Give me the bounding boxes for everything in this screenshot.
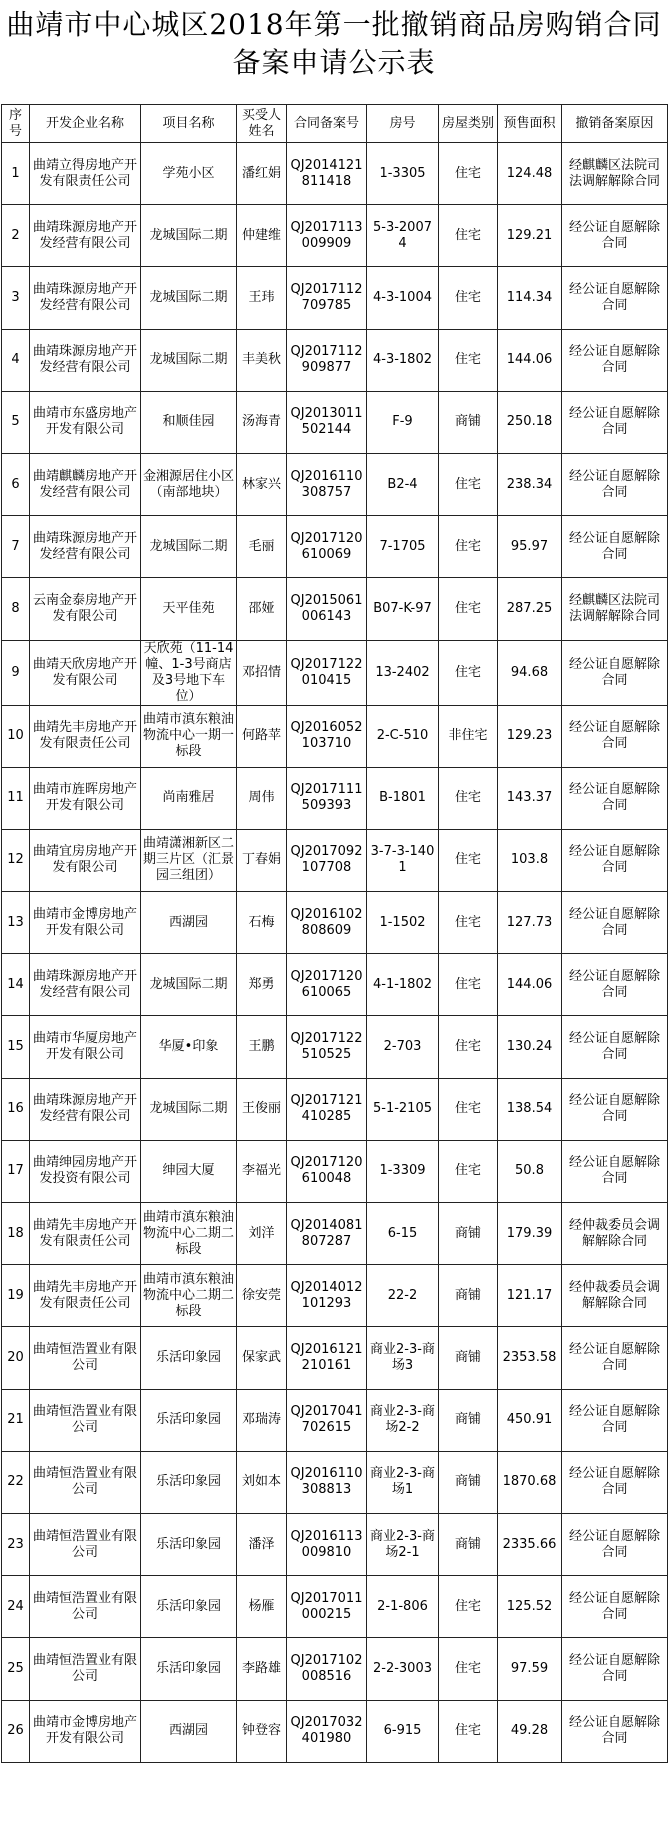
cell-reason: 经公证自愿解除合同 <box>562 1576 668 1638</box>
header-reason: 撤销备案原因 <box>562 105 668 143</box>
cell-buyer: 潘泽 <box>237 1513 287 1575</box>
cell-buyer: 李路雄 <box>237 1638 287 1700</box>
cell-area: 450.91 <box>498 1389 562 1451</box>
cell-no: 1 <box>2 143 30 205</box>
cell-room: 13-2402 <box>367 640 439 705</box>
cell-developer: 曲靖市金博房地产开发有限公司 <box>30 892 141 954</box>
header-project: 项目名称 <box>141 105 237 143</box>
cell-developer: 曲靖珠源房地产开发经营有限公司 <box>30 205 141 267</box>
cell-area: 114.34 <box>498 267 562 329</box>
cell-no: 5 <box>2 391 30 453</box>
cell-developer: 曲靖恒浩置业有限公司 <box>30 1576 141 1638</box>
cell-area: 50.8 <box>498 1140 562 1202</box>
cell-buyer: 丁春娟 <box>237 829 287 891</box>
cell-room: 2-2-3003 <box>367 1638 439 1700</box>
cell-project: 华厦•印象 <box>141 1016 237 1078</box>
cell-area: 127.73 <box>498 892 562 954</box>
cell-area: 95.97 <box>498 516 562 578</box>
cell-type: 商铺 <box>439 1265 498 1327</box>
cell-no: 4 <box>2 329 30 391</box>
cell-buyer: 丰美秋 <box>237 329 287 391</box>
cell-reason: 经公证自愿解除合同 <box>562 453 668 515</box>
cell-room: 1-1502 <box>367 892 439 954</box>
cell-room: B07-K-97 <box>367 578 439 640</box>
cell-area: 144.06 <box>498 954 562 1016</box>
cell-developer: 曲靖先丰房地产开发有限责任公司 <box>30 705 141 767</box>
cell-area: 124.48 <box>498 143 562 205</box>
cell-reason: 经仲裁委员会调解解除合同 <box>562 1203 668 1265</box>
cell-developer: 曲靖珠源房地产开发经营有限公司 <box>30 954 141 1016</box>
cell-contract: QJ2014121811418 <box>287 143 367 205</box>
cell-buyer: 保家武 <box>237 1327 287 1389</box>
cell-room: B-1801 <box>367 767 439 829</box>
cell-project: 龙城国际二期 <box>141 516 237 578</box>
cell-area: 2353.58 <box>498 1327 562 1389</box>
header-area: 预售面积 <box>498 105 562 143</box>
cell-room: 1-3309 <box>367 1140 439 1202</box>
cell-type: 商铺 <box>439 1389 498 1451</box>
cell-developer: 曲靖市金博房地产开发有限公司 <box>30 1700 141 1762</box>
cell-developer: 曲靖恒浩置业有限公司 <box>30 1389 141 1451</box>
cell-contract: QJ2016102808609 <box>287 892 367 954</box>
table-row <box>2 1140 668 1202</box>
cell-area: 94.68 <box>498 640 562 705</box>
table-row <box>2 267 668 329</box>
cell-no: 18 <box>2 1203 30 1265</box>
table-row <box>2 1389 668 1451</box>
cell-project: 学苑小区 <box>141 143 237 205</box>
cell-area: 238.34 <box>498 453 562 515</box>
title-line-2: 备案申请公示表 <box>232 46 436 79</box>
cell-room: 2-C-510 <box>367 705 439 767</box>
cell-type: 住宅 <box>439 1016 498 1078</box>
cell-room: 3-7-3-1401 <box>367 829 439 891</box>
title-line-1: 曲靖市中心城区2018年第一批撤销商品房购销合同 <box>6 8 662 41</box>
cell-no: 23 <box>2 1513 30 1575</box>
cell-no: 12 <box>2 829 30 891</box>
cell-project: 曲靖潇湘新区二期三片区（汇景园三组团） <box>141 829 237 891</box>
cell-contract: QJ2017111509393 <box>287 767 367 829</box>
cell-type: 住宅 <box>439 267 498 329</box>
cell-area: 179.39 <box>498 1203 562 1265</box>
cell-no: 16 <box>2 1078 30 1140</box>
table-row <box>2 1078 668 1140</box>
cell-reason: 经公证自愿解除合同 <box>562 516 668 578</box>
cell-reason: 经公证自愿解除合同 <box>562 1451 668 1513</box>
cell-room: B2-4 <box>367 453 439 515</box>
cell-developer: 曲靖珠源房地产开发经营有限公司 <box>30 1078 141 1140</box>
cell-project: 曲靖市滇东粮油物流中心二期二标段 <box>141 1203 237 1265</box>
cell-project: 乐活印象园 <box>141 1389 237 1451</box>
cell-project: 乐活印象园 <box>141 1327 237 1389</box>
cell-developer: 曲靖先丰房地产开发有限责任公司 <box>30 1265 141 1327</box>
cell-buyer: 郑勇 <box>237 954 287 1016</box>
cell-area: 97.59 <box>498 1638 562 1700</box>
cell-room: 4-3-1004 <box>367 267 439 329</box>
cell-developer: 曲靖市东盛房地产开发有限公司 <box>30 391 141 453</box>
cell-reason: 经公证自愿解除合同 <box>562 640 668 705</box>
cell-no: 14 <box>2 954 30 1016</box>
cell-reason: 经公证自愿解除合同 <box>562 1078 668 1140</box>
header-no: 序号 <box>2 105 30 143</box>
cell-buyer: 周伟 <box>237 767 287 829</box>
cell-type: 商铺 <box>439 1513 498 1575</box>
cell-room: 5-1-2105 <box>367 1078 439 1140</box>
cell-buyer: 杨雁 <box>237 1576 287 1638</box>
cell-reason: 经公证自愿解除合同 <box>562 1513 668 1575</box>
cell-reason: 经公证自愿解除合同 <box>562 1638 668 1700</box>
cell-contract: QJ2014081807287 <box>287 1203 367 1265</box>
cell-no: 25 <box>2 1638 30 1700</box>
table-row <box>2 1700 668 1762</box>
cell-type: 住宅 <box>439 578 498 640</box>
cell-buyer: 王玮 <box>237 267 287 329</box>
header-contract: 合同备案号 <box>287 105 367 143</box>
cell-developer: 曲靖市旌晖房地产开发有限公司 <box>30 767 141 829</box>
notice-table <box>1 104 668 1763</box>
cell-no: 6 <box>2 453 30 515</box>
cell-developer: 曲靖珠源房地产开发经营有限公司 <box>30 516 141 578</box>
table-row <box>2 1513 668 1575</box>
cell-room: 商业2-3-商场2-1 <box>367 1513 439 1575</box>
table-row <box>2 640 668 705</box>
cell-no: 3 <box>2 267 30 329</box>
cell-type: 商铺 <box>439 1203 498 1265</box>
cell-project: 龙城国际二期 <box>141 954 237 1016</box>
header-developer: 开发企业名称 <box>30 105 141 143</box>
cell-reason: 经公证自愿解除合同 <box>562 1327 668 1389</box>
cell-buyer: 毛丽 <box>237 516 287 578</box>
cell-no: 24 <box>2 1576 30 1638</box>
cell-room: 商业2-3-商场3 <box>367 1327 439 1389</box>
cell-project: 乐活印象园 <box>141 1451 237 1513</box>
cell-contract: QJ2017120610065 <box>287 954 367 1016</box>
cell-reason: 经公证自愿解除合同 <box>562 1389 668 1451</box>
cell-area: 129.23 <box>498 705 562 767</box>
cell-buyer: 石梅 <box>237 892 287 954</box>
cell-room: 7-1705 <box>367 516 439 578</box>
table-row <box>2 892 668 954</box>
cell-type: 住宅 <box>439 453 498 515</box>
cell-reason: 经公证自愿解除合同 <box>562 1700 668 1762</box>
cell-developer: 曲靖市华厦房地产开发有限公司 <box>30 1016 141 1078</box>
cell-reason: 经公证自愿解除合同 <box>562 1140 668 1202</box>
cell-reason: 经公证自愿解除合同 <box>562 267 668 329</box>
cell-no: 21 <box>2 1389 30 1451</box>
cell-contract: QJ2017041702615 <box>287 1389 367 1451</box>
cell-type: 住宅 <box>439 205 498 267</box>
cell-type: 住宅 <box>439 640 498 705</box>
cell-no: 2 <box>2 205 30 267</box>
cell-room: 2-703 <box>367 1016 439 1078</box>
cell-no: 17 <box>2 1140 30 1202</box>
cell-no: 10 <box>2 705 30 767</box>
table-row <box>2 143 668 205</box>
cell-developer: 曲靖恒浩置业有限公司 <box>30 1451 141 1513</box>
cell-area: 144.06 <box>498 329 562 391</box>
cell-contract: QJ2017112909877 <box>287 329 367 391</box>
cell-area: 2335.66 <box>498 1513 562 1575</box>
cell-reason: 经公证自愿解除合同 <box>562 391 668 453</box>
cell-reason: 经麒麟区法院司法调解解除合同 <box>562 578 668 640</box>
cell-reason: 经仲裁委员会调解解除合同 <box>562 1265 668 1327</box>
cell-project: 西湖园 <box>141 892 237 954</box>
table-row <box>2 516 668 578</box>
cell-no: 20 <box>2 1327 30 1389</box>
table-row <box>2 578 668 640</box>
cell-developer: 曲靖珠源房地产开发经营有限公司 <box>30 329 141 391</box>
document-title <box>0 0 668 92</box>
cell-developer: 曲靖先丰房地产开发有限责任公司 <box>30 1203 141 1265</box>
cell-project: 尚南雅居 <box>141 767 237 829</box>
cell-project: 曲靖市滇东粮油物流中心二期二标段 <box>141 1265 237 1327</box>
cell-reason: 经公证自愿解除合同 <box>562 767 668 829</box>
cell-buyer: 邵娅 <box>237 578 287 640</box>
cell-area: 121.17 <box>498 1265 562 1327</box>
cell-project: 龙城国际二期 <box>141 329 237 391</box>
cell-developer: 曲靖麒麟房地产开发经营有限公司 <box>30 453 141 515</box>
table-row <box>2 329 668 391</box>
cell-developer: 曲靖恒浩置业有限公司 <box>30 1327 141 1389</box>
header-type: 房屋类别 <box>439 105 498 143</box>
cell-reason: 经公证自愿解除合同 <box>562 954 668 1016</box>
cell-type: 住宅 <box>439 1140 498 1202</box>
cell-buyer: 邓瑞涛 <box>237 1389 287 1451</box>
cell-type: 住宅 <box>439 329 498 391</box>
table-row <box>2 829 668 891</box>
cell-room: F-9 <box>367 391 439 453</box>
cell-buyer: 汤海青 <box>237 391 287 453</box>
header-row <box>2 105 668 143</box>
cell-area: 287.25 <box>498 578 562 640</box>
cell-reason: 经麒麟区法院司法调解解除合同 <box>562 143 668 205</box>
cell-no: 11 <box>2 767 30 829</box>
cell-area: 125.52 <box>498 1576 562 1638</box>
cell-type: 商铺 <box>439 391 498 453</box>
cell-contract: QJ2017011000215 <box>287 1576 367 1638</box>
table-row <box>2 1451 668 1513</box>
table-row <box>2 1016 668 1078</box>
cell-room: 4-1-1802 <box>367 954 439 1016</box>
cell-project: 乐活印象园 <box>141 1638 237 1700</box>
cell-no: 15 <box>2 1016 30 1078</box>
table-row <box>2 705 668 767</box>
cell-contract: QJ2015061006143 <box>287 578 367 640</box>
cell-type: 商铺 <box>439 1327 498 1389</box>
table-row <box>2 1203 668 1265</box>
cell-type: 住宅 <box>439 767 498 829</box>
cell-buyer: 李福光 <box>237 1140 287 1202</box>
cell-contract: QJ2016113009810 <box>287 1513 367 1575</box>
cell-room: 商业2-3-商场2-2 <box>367 1389 439 1451</box>
cell-room: 5-3-20074 <box>367 205 439 267</box>
cell-type: 住宅 <box>439 829 498 891</box>
cell-buyer: 林家兴 <box>237 453 287 515</box>
cell-developer: 曲靖天欣房地产开发有限公司 <box>30 640 141 705</box>
cell-developer: 曲靖绅园房地产开发投资有限公司 <box>30 1140 141 1202</box>
cell-project: 曲靖市滇东粮油物流中心一期一标段 <box>141 705 237 767</box>
cell-type: 住宅 <box>439 954 498 1016</box>
cell-room: 22-2 <box>367 1265 439 1327</box>
cell-contract: QJ2017112709785 <box>287 267 367 329</box>
table-row <box>2 954 668 1016</box>
cell-contract: QJ2017122510525 <box>287 1016 367 1078</box>
cell-area: 250.18 <box>498 391 562 453</box>
cell-room: 4-3-1802 <box>367 329 439 391</box>
cell-contract: QJ2017032401980 <box>287 1700 367 1762</box>
cell-type: 住宅 <box>439 1078 498 1140</box>
cell-buyer: 仲建维 <box>237 205 287 267</box>
cell-project: 龙城国际二期 <box>141 1078 237 1140</box>
cell-project: 西湖园 <box>141 1700 237 1762</box>
table-row <box>2 1265 668 1327</box>
cell-type: 住宅 <box>439 143 498 205</box>
cell-developer: 云南金泰房地产开发有限公司 <box>30 578 141 640</box>
cell-contract: QJ2017113009909 <box>287 205 367 267</box>
cell-project: 金湘源居住小区（南部地块） <box>141 453 237 515</box>
cell-contract: QJ2016110308757 <box>287 453 367 515</box>
cell-area: 138.54 <box>498 1078 562 1140</box>
cell-buyer: 刘如本 <box>237 1451 287 1513</box>
cell-project: 绅园大厦 <box>141 1140 237 1202</box>
cell-project: 天平佳苑 <box>141 578 237 640</box>
cell-project: 天欣苑（11-14幢、1-3号商店及3号地下车位） <box>141 640 237 705</box>
cell-no: 9 <box>2 640 30 705</box>
cell-reason: 经公证自愿解除合同 <box>562 892 668 954</box>
cell-no: 8 <box>2 578 30 640</box>
cell-type: 住宅 <box>439 892 498 954</box>
table-row <box>2 453 668 515</box>
cell-project: 龙城国际二期 <box>141 205 237 267</box>
table-row <box>2 205 668 267</box>
cell-developer: 曲靖珠源房地产开发经营有限公司 <box>30 267 141 329</box>
table-body <box>2 143 668 1763</box>
cell-no: 13 <box>2 892 30 954</box>
cell-buyer: 王俊丽 <box>237 1078 287 1140</box>
cell-room: 商业2-3-商场1 <box>367 1451 439 1513</box>
cell-reason: 经公证自愿解除合同 <box>562 205 668 267</box>
cell-project: 乐活印象园 <box>141 1576 237 1638</box>
cell-area: 130.24 <box>498 1016 562 1078</box>
cell-room: 2-1-806 <box>367 1576 439 1638</box>
table-row <box>2 1327 668 1389</box>
cell-contract: QJ2013011502144 <box>287 391 367 453</box>
header-buyer: 买受人姓名 <box>237 105 287 143</box>
table-row <box>2 1576 668 1638</box>
cell-project: 和顺佳园 <box>141 391 237 453</box>
cell-developer: 曲靖立得房地产开发有限责任公司 <box>30 143 141 205</box>
cell-contract: QJ2016052103710 <box>287 705 367 767</box>
cell-contract: QJ2016121210161 <box>287 1327 367 1389</box>
cell-developer: 曲靖恒浩置业有限公司 <box>30 1513 141 1575</box>
cell-type: 非住宅 <box>439 705 498 767</box>
cell-type: 住宅 <box>439 516 498 578</box>
cell-contract: QJ2017120610048 <box>287 1140 367 1202</box>
cell-buyer: 王鹏 <box>237 1016 287 1078</box>
cell-contract: QJ2014012101293 <box>287 1265 367 1327</box>
cell-buyer: 邓招情 <box>237 640 287 705</box>
table-row <box>2 767 668 829</box>
cell-room: 6-15 <box>367 1203 439 1265</box>
cell-developer: 曲靖恒浩置业有限公司 <box>30 1638 141 1700</box>
cell-contract: QJ2017092107708 <box>287 829 367 891</box>
cell-buyer: 潘红娟 <box>237 143 287 205</box>
header-room: 房号 <box>367 105 439 143</box>
cell-reason: 经公证自愿解除合同 <box>562 329 668 391</box>
cell-contract: QJ2017120610069 <box>287 516 367 578</box>
cell-type: 住宅 <box>439 1576 498 1638</box>
cell-buyer: 何路苹 <box>237 705 287 767</box>
cell-type: 住宅 <box>439 1638 498 1700</box>
cell-contract: QJ2017102008516 <box>287 1638 367 1700</box>
cell-area: 103.8 <box>498 829 562 891</box>
cell-no: 19 <box>2 1265 30 1327</box>
cell-reason: 经公证自愿解除合同 <box>562 829 668 891</box>
cell-buyer: 钟登容 <box>237 1700 287 1762</box>
cell-developer: 曲靖宜房房地产开发有限公司 <box>30 829 141 891</box>
cell-no: 26 <box>2 1700 30 1762</box>
cell-project: 龙城国际二期 <box>141 267 237 329</box>
cell-area: 49.28 <box>498 1700 562 1762</box>
cell-area: 143.37 <box>498 767 562 829</box>
table-row <box>2 1638 668 1700</box>
table-row <box>2 391 668 453</box>
cell-contract: QJ2017121410285 <box>287 1078 367 1140</box>
cell-area: 129.21 <box>498 205 562 267</box>
cell-buyer: 刘洋 <box>237 1203 287 1265</box>
cell-reason: 经公证自愿解除合同 <box>562 705 668 767</box>
cell-area: 1870.68 <box>498 1451 562 1513</box>
cell-contract: QJ2016110308813 <box>287 1451 367 1513</box>
cell-project: 乐活印象园 <box>141 1513 237 1575</box>
cell-room: 1-3305 <box>367 143 439 205</box>
cell-buyer: 徐安莞 <box>237 1265 287 1327</box>
cell-type: 住宅 <box>439 1700 498 1762</box>
cell-type: 商铺 <box>439 1451 498 1513</box>
cell-no: 22 <box>2 1451 30 1513</box>
cell-contract: QJ2017122010415 <box>287 640 367 705</box>
cell-room: 6-915 <box>367 1700 439 1762</box>
cell-no: 7 <box>2 516 30 578</box>
cell-reason: 经公证自愿解除合同 <box>562 1016 668 1078</box>
